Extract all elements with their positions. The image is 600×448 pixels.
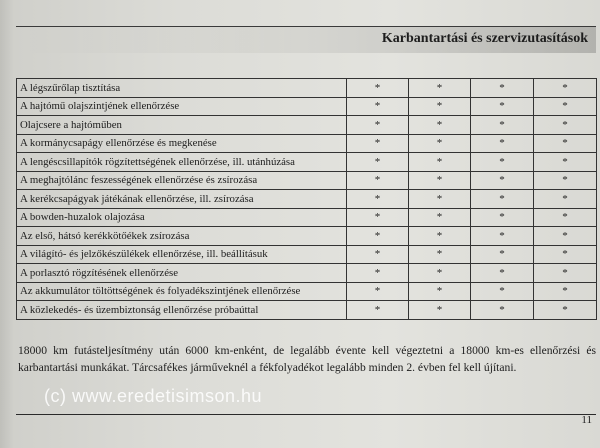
interval-mark-cell: * [471, 282, 534, 301]
interval-mark-cell: * [347, 301, 409, 320]
section-header [16, 26, 596, 53]
table-row [17, 282, 597, 301]
task-name-cell: A meghajtólánc feszességének ellenőrzése és zsírozása [17, 171, 347, 190]
task-name-cell: A porlasztó rögzítésének ellenőrzése [17, 264, 347, 283]
interval-mark-cell: * [471, 116, 534, 135]
table-row [17, 227, 597, 246]
interval-mark-cell: * [534, 245, 597, 264]
interval-mark-cell: * [534, 190, 597, 209]
interval-mark-cell: * [347, 134, 409, 153]
table-row [17, 97, 597, 116]
interval-mark-cell: * [409, 282, 471, 301]
interval-mark-cell: * [347, 97, 409, 116]
interval-mark-cell: * [409, 116, 471, 135]
table-row [17, 245, 597, 264]
maintenance-table-body [17, 79, 597, 320]
interval-mark-cell: * [534, 282, 597, 301]
table-row [17, 301, 597, 320]
interval-mark-cell: * [409, 153, 471, 172]
interval-mark-cell: * [534, 116, 597, 135]
interval-mark-cell: * [409, 301, 471, 320]
interval-mark-cell: * [471, 171, 534, 190]
interval-mark-cell: * [534, 97, 597, 116]
task-name-cell: Az akkumulátor töltöttségének és folyadékszintjének ellenőrzése [17, 282, 347, 301]
interval-mark-cell: * [347, 116, 409, 135]
watermark: (c) www.eredetisimson.hu [44, 386, 263, 406]
interval-mark-cell: * [347, 227, 409, 246]
interval-mark-cell: * [409, 264, 471, 283]
table-row [17, 79, 597, 98]
interval-mark-cell: * [534, 171, 597, 190]
service-note: 18000 km futásteljesítmény után 6000 km-enként, de legalább évente kell végeztetni a 18000 km-es ellenőrzési és karbantartási munkákat. Tárcsafékes járműveknél a fékfolyadékot legalább minden 2. évben fel kell újítani. [18, 344, 596, 374]
interval-mark-cell: * [471, 134, 534, 153]
interval-mark-cell: * [347, 190, 409, 209]
section-title: Karbantartási és szervizutasítások [381, 31, 588, 46]
task-name-cell: A légszűrőlap tisztítása [17, 79, 347, 98]
interval-mark-cell: * [347, 171, 409, 190]
interval-mark-cell: * [409, 97, 471, 116]
page-edge-shadow [0, 0, 14, 448]
interval-mark-cell: * [471, 153, 534, 172]
interval-mark-cell: * [471, 301, 534, 320]
interval-mark-cell: * [534, 301, 597, 320]
interval-mark-cell: * [409, 208, 471, 227]
page-number: 11 [581, 414, 592, 426]
task-name-cell: A világító- és jelzőkészülékek ellenőrzése, ill. beállításuk [17, 245, 347, 264]
interval-mark-cell: * [534, 134, 597, 153]
interval-mark-cell: * [471, 190, 534, 209]
interval-mark-cell: * [471, 208, 534, 227]
interval-mark-cell: * [534, 208, 597, 227]
task-name-cell: A kormánycsapágy ellenőrzése és megkenése [17, 134, 347, 153]
task-name-cell: A közlekedés- és üzembiztonság ellenőrzése próbaúttal [17, 301, 347, 320]
interval-mark-cell: * [409, 245, 471, 264]
interval-mark-cell: * [471, 264, 534, 283]
interval-mark-cell: * [409, 171, 471, 190]
task-name-cell: A hajtómű olajszintjének ellenőrzése [17, 97, 347, 116]
interval-mark-cell: * [409, 79, 471, 98]
interval-mark-cell: * [347, 79, 409, 98]
interval-mark-cell: * [534, 153, 597, 172]
interval-mark-cell: * [409, 134, 471, 153]
interval-mark-cell: * [347, 208, 409, 227]
interval-mark-cell: * [347, 282, 409, 301]
interval-mark-cell: * [347, 245, 409, 264]
table-row [17, 190, 597, 209]
interval-mark-cell: * [534, 227, 597, 246]
task-name-cell: Olajcsere a hajtóműben [17, 116, 347, 135]
interval-mark-cell: * [409, 190, 471, 209]
interval-mark-cell: * [534, 264, 597, 283]
table-row [17, 134, 597, 153]
table-row [17, 171, 597, 190]
interval-mark-cell: * [409, 227, 471, 246]
interval-mark-cell: * [471, 97, 534, 116]
table-row [17, 208, 597, 227]
interval-mark-cell: * [347, 153, 409, 172]
interval-mark-cell: * [534, 79, 597, 98]
interval-mark-cell: * [471, 245, 534, 264]
table-row [17, 264, 597, 283]
task-name-cell: Az első, hátsó kerékkötőékek zsírozása [17, 227, 347, 246]
task-name-cell: A kerékcsapágyak játékának ellenőrzése, ill. zsírozása [17, 190, 347, 209]
table-row [17, 116, 597, 135]
maintenance-table [16, 78, 597, 320]
interval-mark-cell: * [347, 264, 409, 283]
interval-mark-cell: * [471, 79, 534, 98]
table-row [17, 153, 597, 172]
interval-mark-cell: * [471, 227, 534, 246]
task-name-cell: A bowden-huzalok olajozása [17, 208, 347, 227]
task-name-cell: A lengéscsillapítók rögzítettségének ellenőrzése, ill. utánhúzása [17, 153, 347, 172]
footer-rule [16, 414, 596, 415]
